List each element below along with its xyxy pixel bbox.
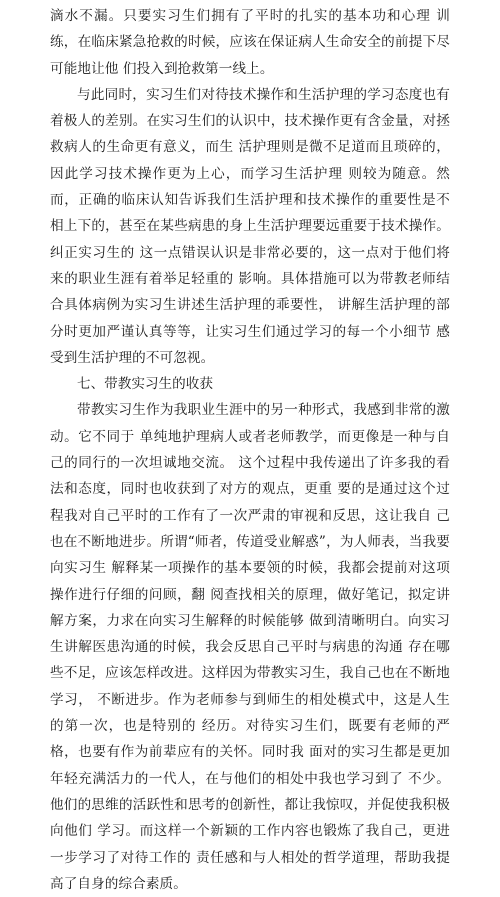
paragraph-3: 带教实习生作为我职业生涯中的另一种形式，我感到非常的激动。它不同于 单纯地护理病人或者老师教学，而更像是一种与自己的同行的一次坦诚地交流。 这个过程中我传递出了许多我的看法和态度，同时也收获到了对方的观点，更重 要的是通过这个过程我对自己平时的工作有了一次严肃的审视和反思，这让我自 己也在不断地进步。所谓“师者，传道受业解惑”，为人师表，当我要向实习生 解释某一项操作的基本要领的时候，我都会提前对这项操作进行仔细的问顾，翻 阅查找相关的原理，做好笔记，拟定讲解方案，力求在向实习生解释的时候能够 做到清晰明白。向实习生讲解医患沟通的时候，我会反思自己平时与病患的沟通 存在哪些不足，应该怎样改进。这样因为带教实习生，我自己也在不断地学习， 不断进步。作为老师参与到师生的相处模式中，这是人生的第一次，也是特别的 经历。对待实习生们，既要有老师的严格，也要有作为前辈应有的关怀。同时我 面对的实习生都是更加年轻充满活力的一代人，在与他们的相处中我也学习到了 不少。他们的思维的活跃性和思考的创新性，都让我惊叹，并促使我积极向他们 学习。而这样一个新颖的工作内容也锻炼了我自己，更进一步学习了对待工作的 责任感和与人相处的哲学道理，帮助我提高了自身的综合素质。 bbox=[50, 402, 450, 892]
paragraph-1: 滴水不漏。只要实习生们拥有了平时的扎实的基本功和心理 训练，在临床紧急抢救的时候，应该在保证病人生命安全的前提下尽可能地让他 们投入到抢救第一线上。 bbox=[50, 8, 450, 77]
paragraph-2: 与此同时，实习生们对待技术操作和生活护理的学习态度也有着极人的差别。在实习生们的认识中，技术操作更有含金量，对拯救病人的生命更有意义，而生 活护理则是微不足道而且琐碎的，因此学习技术操作更为上心，而学习生活护理 则较为随意。然而，正确的临床认知告诉我们生活护理和技术操作的重要性是不 相上下的，甚至在某些病患的身上生活护理要远重要于技术操作。纠正实习生的 这一点错误认识是非常必要的，这一点对于他们将来的职业生涯有着举足轻重的 影响。具体措施可以为带教老师结合具体病例为实习生讲述生活护理的乖要性， 讲解生活护理的部分时更加严谨认真等等，让实习生们通过学习的每一个小细节 感受到生活护理的不可忽视。 bbox=[50, 86, 450, 366]
section-heading: 七、带教实习生的收获 bbox=[77, 376, 213, 393]
document-page bbox=[50, 0, 450, 897]
